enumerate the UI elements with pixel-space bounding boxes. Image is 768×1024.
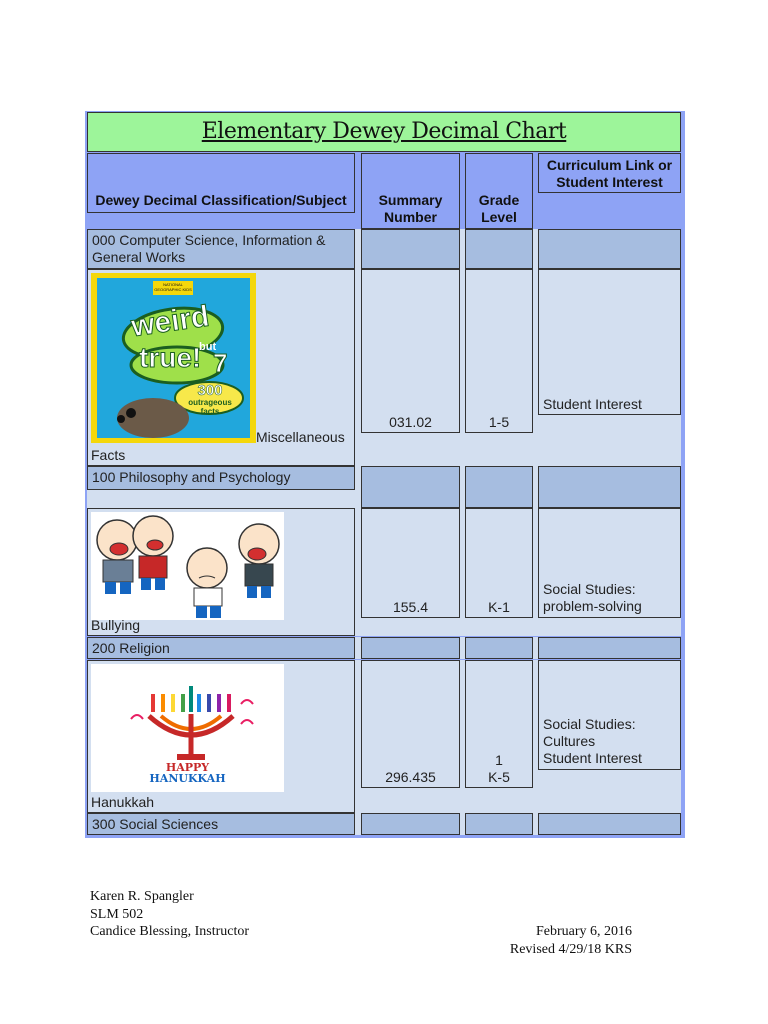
curriculum-hanukkah <box>538 660 681 770</box>
book-weird-line1: Miscellaneous <box>256 429 345 445</box>
category-000-line1: 000 Computer Science, Information & <box>92 232 326 248</box>
banner-line2: HANUKKAH <box>149 772 226 785</box>
hanukkah-banner <box>91 762 284 784</box>
cover-word-true: true! <box>139 342 202 373</box>
summary-hanukkah <box>361 660 460 788</box>
header-curriculum-line1: Curriculum Link or <box>546 157 673 173</box>
category-200-line1: 200 Religion <box>92 640 170 656</box>
grade-300 <box>465 813 533 835</box>
header-summary-line1: Summary <box>378 192 443 208</box>
curriculum-bullying-line2: problem-solving <box>543 598 642 614</box>
category-100-line1: 100 Philosophy and Psychology <box>92 469 291 485</box>
curriculum-hanukkah-line3: Student Interest <box>543 750 642 766</box>
category-200 <box>87 637 355 659</box>
summary-weird <box>361 269 460 433</box>
footer-left <box>90 888 249 941</box>
grade-hanukkah-line1: 1 <box>495 752 503 768</box>
bullying-cartoon <box>91 512 284 620</box>
category-000 <box>87 229 355 269</box>
cover-word-but: but <box>199 341 217 353</box>
book-weird-line2: Facts <box>91 447 126 463</box>
footer-right <box>510 923 632 958</box>
grade-200 <box>465 637 533 659</box>
grade-100 <box>465 466 533 508</box>
chart-title: Elementary Dewey Decimal Chart <box>87 112 681 152</box>
category-300 <box>87 813 355 835</box>
curriculum-200 <box>538 637 681 659</box>
header-summary <box>361 153 460 229</box>
grade-000 <box>465 229 533 269</box>
summary-hanukkah-value: 296.435 <box>385 769 436 785</box>
book-weird <box>87 269 355 466</box>
footer-date: February 6, 2016 <box>535 924 632 939</box>
summary-100 <box>361 466 460 508</box>
cover-publisher: NATIONAL GEOGRAPHIC KIDS <box>154 282 192 292</box>
header-subject <box>87 153 355 213</box>
header-subject-text: Dewey Decimal Classification/Subject <box>95 192 347 208</box>
cover-badge-line2: facts <box>200 407 220 416</box>
summary-bullying <box>361 508 460 618</box>
footer-course: SLM 502 <box>90 906 144 922</box>
summary-300 <box>361 813 460 835</box>
grade-hanukkah-line2: K-5 <box>488 769 510 785</box>
category-100 <box>87 466 355 490</box>
curriculum-bullying <box>538 508 681 618</box>
summary-200 <box>361 637 460 659</box>
cover-badge-number: 300 <box>197 382 223 399</box>
curriculum-hanukkah-line1: Social Studies: <box>543 716 636 732</box>
grade-hanukkah <box>465 660 533 788</box>
summary-000 <box>361 229 460 269</box>
grade-weird-value: 1-5 <box>488 414 510 430</box>
curriculum-000 <box>538 229 681 269</box>
curriculum-weird-line1: Student Interest <box>543 396 642 412</box>
cover-number: 7 <box>213 348 228 378</box>
header-grade-line2: Level <box>481 209 517 225</box>
category-300-line1: 300 Social Sciences <box>92 816 219 832</box>
banner-line1: HAPPY <box>165 761 210 774</box>
weird-but-true-cover <box>91 273 256 443</box>
hanukkah-illustration <box>91 664 284 792</box>
curriculum-bullying-line1: Social Studies: <box>543 581 636 597</box>
book-bullying <box>87 508 355 636</box>
grade-bullying <box>465 508 533 618</box>
book-hanukkah <box>87 660 355 813</box>
header-grade-line1: Grade <box>478 192 520 208</box>
cover-word-weird: weird <box>129 299 212 344</box>
footer-author: Karen R. Spangler <box>90 889 194 904</box>
summary-weird-value: 031.02 <box>389 414 432 430</box>
header-summary-line2: Number <box>384 209 437 225</box>
category-000-line2: General Works <box>92 249 186 265</box>
header-curriculum <box>538 153 681 193</box>
grade-bullying-value: K-1 <box>488 599 510 615</box>
footer-revised: Revised 4/29/18 KRS <box>509 941 632 957</box>
footer-instructor: Candice Blessing, Instructor <box>90 924 250 939</box>
curriculum-300 <box>538 813 681 835</box>
grade-weird <box>465 269 533 433</box>
bullying-illustration <box>91 512 284 620</box>
cover-badge-line1: outrageous <box>188 398 232 407</box>
curriculum-hanukkah-line2: Cultures <box>543 733 596 749</box>
book-hanukkah-line1: Hanukkah <box>91 794 155 810</box>
curriculum-100 <box>538 466 681 508</box>
header-curriculum-line2: Student Interest <box>556 174 663 190</box>
book-bullying-line1: Bullying <box>91 617 141 633</box>
curriculum-weird <box>538 269 681 415</box>
summary-bullying-value: 155.4 <box>392 599 429 615</box>
cover-badge <box>179 383 241 416</box>
header-grade <box>465 153 533 229</box>
